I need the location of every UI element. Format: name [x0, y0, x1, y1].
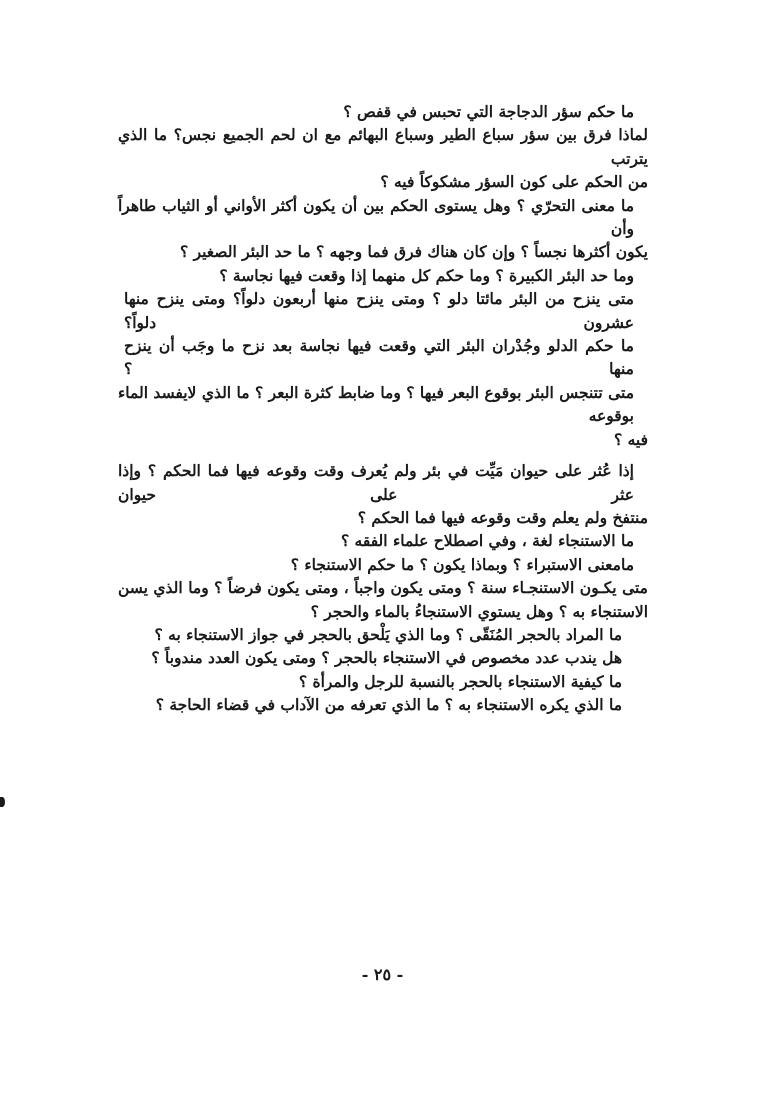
text-line: متى يكـون الاستنجـاء سنة ؟ ومتى يكون واجباً ، ومتى يكون فرضاً ؟ وما الذي يسن: [118, 578, 648, 598]
text-line: ما المراد بالحجر المُنَقّى ؟ وما الذي يَلْحق بالحجر في جواز الاستنجاء به ؟: [154, 624, 622, 644]
text-line: لماذا فرق بين سؤر سباع الطير وسباع البهائم مع ان لحم الجميع نجس؟ ما الذي يترتب: [118, 125, 648, 168]
text-line: متى ينزح من البئر مائتا دلو ؟ ومتى ينزح منها أربعون دلواً؟ ومتى ينزح منها عشرون دلواً؟: [124, 289, 634, 332]
text-line: ما الذي يكره الاستنجاء به ؟ ما الذي تعرفه من الآداب في قضاء الحاجة ؟: [155, 695, 622, 715]
text-line: فيه ؟: [613, 429, 648, 449]
text-line: ما معنى التحرّي ؟ وهل يستوى الحكم بين أن يكون أكثر الأواني أو الثياب طاهراً وأن: [118, 195, 634, 239]
text-line: ما حكم الدلو وجُدْران البئر التي وقعت فيها نجاسة بعد نزح ما وجَب أن ينزح منها ؟: [124, 336, 634, 379]
text-line: هل يندب عدد مخصوص في الاستنجاء بالحجر ؟ ومتى يكون العدد مندوباً ؟: [151, 648, 622, 668]
scan-edge-mark: [0, 797, 5, 807]
text-line: إذا عُثر على حيوان مَيِّت في بئر ولم يُعرف وقت وقوعه فيها فما الحكم ؟ وإذا عثر على حيوان: [118, 461, 634, 504]
text-line: الاستنجاء به ؟ وهل يستوي الاستنجاءُ بالماء والحجر ؟: [310, 601, 648, 621]
text-line: متى تتنجس البئر بوقوع البعر فيها ؟ وما ضابط كثرة البعر ؟ ما الذي لايفسد الماء بوقوعه: [118, 382, 634, 426]
text-line: من الحكم على كون السؤر مشكوكاً فيه ؟: [380, 172, 648, 192]
text-line: وما حد البئر الكبيرة ؟ وما حكم كل منهما إذا وقعت فيها نجاسة ؟: [219, 265, 634, 285]
text-line: ما كيفية الاستنجاء بالحجر بالنسبة للرجل والمرأة ؟: [298, 671, 622, 691]
text-line: ما الاستنجاء لغة ، وفي اصطلاح علماء الفقه ؟: [340, 531, 634, 551]
page-number: - ٢٥ -: [361, 965, 404, 984]
text-line: منتفخ ولم يعلم وقت وقوعه فيها فما الحكم ؟: [357, 507, 648, 527]
questions-text: [118, 100, 648, 717]
text-line: مامعنى الاستبراء ؟ وبماذا يكون ؟ ما حكم الاستنجاء ؟: [290, 554, 634, 574]
text-line: ما حكم سؤر الدجاجة التي تحبس في قفص ؟: [343, 102, 634, 121]
text-line: يكون أكثرها نجساً ؟ وإن كان هناك فرق فما وجهه ؟ ما حد البئر الصغير ؟: [179, 242, 648, 262]
